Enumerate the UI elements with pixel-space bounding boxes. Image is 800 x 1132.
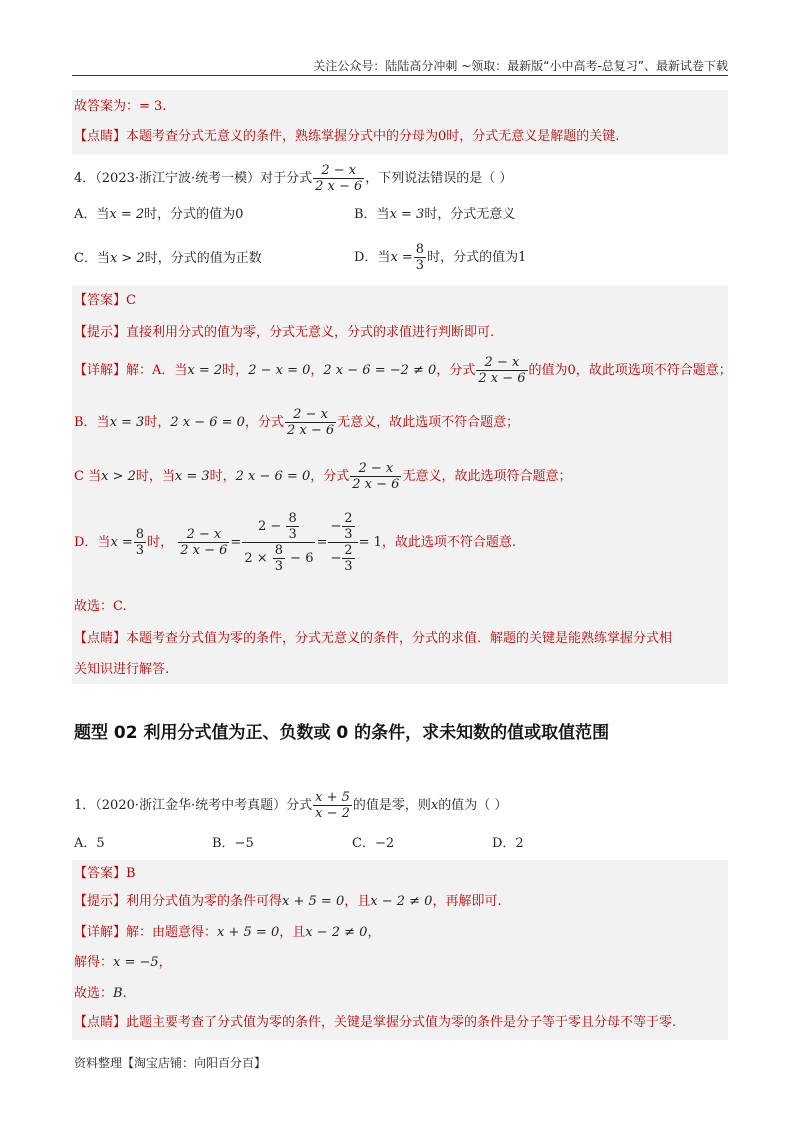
numerator: 2 − x	[285, 407, 336, 423]
stem-suffix: ，下列说法错误的是（ ）	[365, 171, 513, 186]
math: 2 − x = 0	[248, 363, 311, 378]
text: 无意义，故此选项不符合题意；	[337, 415, 520, 430]
numerator: 8	[135, 527, 145, 542]
stem-text: 的值是零，则	[352, 798, 431, 813]
fraction	[414, 242, 426, 273]
math: x + 5 = 0	[282, 894, 345, 909]
answer-value: B	[126, 866, 136, 881]
numerator: 2	[344, 511, 353, 526]
question-4-stem	[74, 163, 512, 194]
answer-value: C	[126, 293, 136, 308]
detail-line	[74, 924, 380, 942]
text: ，分式	[436, 363, 476, 378]
hint-line	[74, 324, 494, 342]
math: x > 2	[101, 469, 136, 484]
text: 利用分式值为零的条件可得	[126, 894, 283, 909]
section-title: 题型 02 利用分式值为正、负数或 0 的条件，求未知数的值或取值范围	[74, 723, 610, 743]
option-d	[354, 242, 526, 273]
option-b	[354, 206, 515, 224]
compound-fraction	[328, 511, 357, 574]
text: 解：A．当	[126, 363, 188, 378]
choose-line	[74, 985, 127, 1003]
note-line-2: 关知识进行解答.	[74, 662, 170, 677]
stem-prefix: 4．（2023·浙江宁波·统考一模）对于分式	[74, 171, 313, 186]
math: 2 x − 6 = −2 ≠ 0	[323, 363, 437, 378]
text: 解：由题意得：	[126, 925, 218, 940]
text: ，	[310, 363, 324, 378]
numerator: 2	[344, 543, 353, 558]
fraction	[476, 355, 527, 386]
text: ，分式	[310, 469, 350, 484]
hint-tag: 【提示】	[74, 325, 127, 340]
denominator: 2 x − 6	[478, 371, 526, 386]
option-a	[74, 206, 243, 224]
denominator	[328, 543, 357, 574]
math: =	[230, 535, 242, 550]
answer-line: 故答案为：= 3.	[74, 99, 167, 114]
math: 2 x − 6 = 0	[235, 469, 311, 484]
text: 时，	[222, 363, 249, 378]
option-label: D．当	[354, 250, 391, 265]
fraction	[134, 527, 146, 558]
note-text: 此题主要考查了分式值为零的条件，关键是掌握分式值为零的条件是分子等于零且分母不等于零.	[126, 1015, 677, 1030]
note-tag: 【点睛】	[74, 129, 127, 144]
math: 2 ×	[244, 551, 268, 566]
text: 时，	[144, 415, 171, 430]
solution-block-q1	[72, 860, 728, 1040]
math: −	[330, 519, 342, 534]
math: x = 2	[187, 363, 223, 378]
hint-tag: 【提示】	[74, 894, 127, 909]
text: 时，当	[135, 469, 175, 484]
text: ，	[158, 955, 172, 970]
denominator: 2 x − 6	[180, 543, 228, 558]
text: ，故此选项不符合题意.	[381, 535, 516, 550]
denominator: 3	[135, 543, 145, 558]
note-text: 本题考查分式无意义的条件，熟练掌握分式中的分母为0时，分式无意义是解题的关键.	[126, 129, 620, 144]
fraction	[313, 790, 352, 821]
denominator: 2 x − 6	[315, 179, 363, 194]
option-math: x > 2	[109, 251, 145, 266]
note-tag: 【点睛】	[74, 1015, 127, 1030]
page-footer: 资料整理【淘宝店铺：向阳百分百】	[74, 1056, 267, 1070]
text: ，且	[344, 894, 371, 909]
detail-b-line	[74, 407, 519, 438]
note-line	[74, 1014, 676, 1032]
text: B．当	[74, 415, 110, 430]
math: B	[113, 986, 123, 1001]
denominator: 3	[415, 258, 425, 273]
fraction	[342, 543, 354, 574]
numerator: x + 5	[315, 790, 350, 805]
text: 解得：	[74, 955, 114, 970]
option-label: B．当	[354, 207, 390, 222]
detail-tag: 【详解】	[74, 363, 127, 378]
math: 2 −	[258, 519, 282, 534]
text: 的值为0，故此项选项不符合题意；	[528, 363, 732, 378]
text: 时，	[209, 469, 236, 484]
math: 2 x − 6 = 0	[170, 415, 245, 430]
page-header: 关注公众号：陆陆高分冲刺 ~领取：最新版“小中高考-总复习”、最新试卷下载	[313, 59, 728, 73]
numerator: 2 − x	[178, 527, 229, 543]
denominator	[242, 543, 315, 574]
note-line	[74, 128, 619, 146]
math: x = 3	[174, 469, 210, 484]
stem-suffix: 的值为（ ）	[438, 798, 508, 813]
text: ，分式	[244, 415, 284, 430]
answer-tag: 【答案】	[74, 293, 127, 308]
math: =	[316, 535, 328, 550]
denominator: 2 x − 6	[286, 423, 335, 438]
math: −	[330, 551, 342, 566]
detail-d-line	[74, 508, 516, 578]
numerator: 2 − x	[350, 461, 401, 477]
hint-line	[74, 893, 502, 911]
fraction	[313, 163, 364, 194]
note-line	[74, 630, 672, 648]
numerator: 8	[415, 242, 425, 257]
option-text: 时，分式的值为0	[144, 207, 244, 222]
choose-line: 故选：C.	[74, 599, 127, 614]
text: ，	[367, 925, 381, 940]
fraction	[342, 511, 354, 542]
option-a: A．5	[74, 836, 105, 851]
math: x =	[110, 535, 133, 550]
math: x	[430, 798, 439, 813]
denominator: 2 x − 6	[352, 477, 400, 492]
fraction	[273, 543, 285, 574]
math: = 1	[358, 535, 382, 550]
detail-a-line	[74, 355, 732, 386]
math: x = −5	[113, 955, 159, 970]
numerator	[242, 511, 315, 543]
text: 无意义，故此选项符合题意；	[402, 469, 572, 484]
math: x − 2 ≠ 0	[305, 925, 368, 940]
detail-tag: 【详解】	[74, 925, 127, 940]
text: 时，	[147, 535, 174, 550]
fraction	[178, 527, 229, 558]
denominator: x − 2	[315, 806, 350, 821]
option-d: D．2	[492, 836, 524, 851]
answer-line	[74, 292, 136, 310]
math: x − 2 ≠ 0	[370, 894, 433, 909]
math: x + 5 = 0	[217, 925, 280, 940]
hint-text: 直接利用分式的值为零，分式无意义，分式的求值进行判断即可.	[126, 325, 495, 340]
answer-line	[74, 865, 136, 883]
math: x = 3	[109, 415, 145, 430]
header-divider	[72, 75, 728, 76]
question-1-stem	[74, 790, 507, 821]
option-math: x =	[390, 250, 413, 265]
numerator: 8	[288, 511, 297, 526]
detail-c-line	[74, 461, 571, 492]
denominator: 3	[274, 559, 284, 574]
denominator: 3	[344, 527, 353, 542]
note-text: 本题考查分式值为零的条件，分式无意义的条件，分式的求值．解题的关键是能熟练掌握分式相	[126, 631, 673, 646]
denominator: 3	[344, 559, 353, 574]
option-math: x = 2	[109, 207, 145, 222]
note-tag: 【点睛】	[74, 631, 127, 646]
numerator: 8	[274, 543, 284, 558]
text: C 当	[74, 469, 102, 484]
option-c: C．−2	[352, 836, 395, 851]
solve-line	[74, 954, 172, 972]
option-text: 时，分式的值为正数	[144, 251, 262, 266]
text: D．当	[74, 535, 111, 550]
option-text: 时，分式的值为1	[427, 250, 527, 265]
text: ，且	[279, 925, 306, 940]
option-text: 时，分式无意义	[424, 207, 516, 222]
option-math: x = 3	[389, 207, 425, 222]
compound-fraction	[242, 511, 315, 574]
option-label: C．当	[74, 251, 110, 266]
fraction	[350, 461, 401, 492]
fraction	[285, 407, 336, 438]
text: ，再解即可.	[432, 894, 502, 909]
answer-tag: 【答案】	[74, 866, 127, 881]
denominator: 3	[288, 527, 297, 542]
numerator: 2 − x	[313, 163, 364, 179]
option-b: B．−5	[212, 836, 254, 851]
fraction	[286, 511, 298, 542]
numerator: 2 − x	[476, 355, 527, 371]
math: − 6	[290, 551, 314, 566]
text: 故选：	[74, 986, 114, 1001]
stem-prefix: 1．（2020·浙江金华·统考中考真题）分式	[74, 798, 313, 813]
text: .	[122, 986, 127, 1001]
numerator	[328, 511, 357, 543]
option-label: A．当	[74, 207, 110, 222]
option-c	[74, 250, 262, 268]
